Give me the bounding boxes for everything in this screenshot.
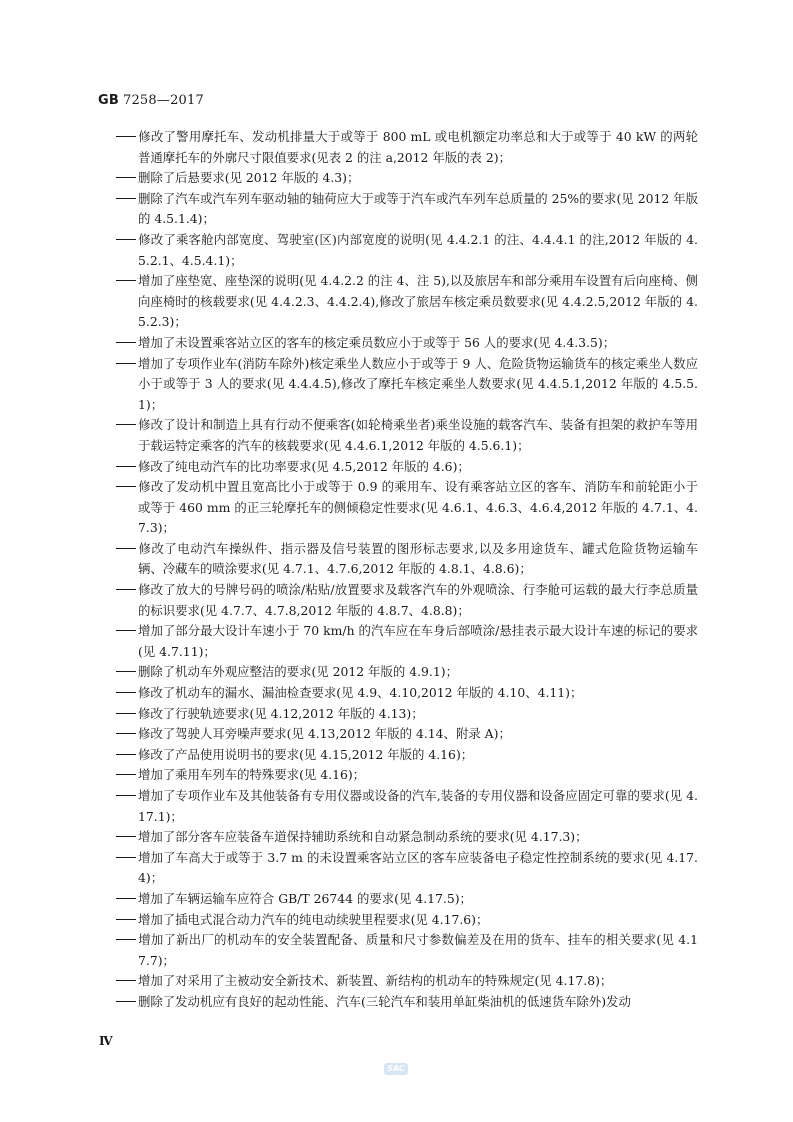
list-item: 增加了车高大于或等于 3.7 m 的未设置乘客站立区的客车应装备电子稳定性控制系统的要求(见 4.17.4)；	[116, 848, 698, 889]
em-dash-mark	[116, 992, 138, 1013]
list-item: 增加了对采用了主被动安全新技术、新装置、新结构的机动车的特殊规定(见 4.17.8)；	[116, 971, 698, 992]
page-number: Ⅳ	[99, 1034, 113, 1048]
list-item: 修改了警用摩托车、发动机排量大于或等于 800 mL 或电机额定功率总和大于或等于 40 kW 的两轮普通摩托车的外廓尺寸限值要求(见表 2 的注 a,2012 年版的表 2)；	[116, 127, 698, 168]
list-item: 删除了机动车外观应整洁的要求(见 2012 年版的 4.9.1)；	[116, 662, 698, 683]
list-item: 增加了部分客车应装备车道保持辅助系统和自动紧急制动系统的要求(见 4.17.3)；	[116, 827, 698, 848]
list-item: 修改了机动车的漏水、漏油检查要求(见 4.9、4.10,2012 年版的 4.10、4.11)；	[116, 683, 698, 704]
list-item: 增加了车辆运输车应符合 GB/T 26744 的要求(见 4.17.5)；	[116, 889, 698, 910]
em-dash-mark	[116, 271, 138, 292]
list-item: 修改了产品使用说明书的要求(见 4.15,2012 年版的 4.16)；	[116, 745, 698, 766]
list-item: 修改了电动汽车操纵件、指示器及信号装置的图形标志要求,以及多用途货车、罐式危险货物运输车辆、冷藏车的喷涂要求(见 4.7.1、4.7.6,2012 年版的 4.8.1、4.8.6)；	[116, 539, 698, 580]
list-item: 修改了发动机中置且宽高比小于或等于 0.9 的乘用车、设有乘客站立区的客车、消防车和前轮距小于或等于 460 mm 的正三轮摩托车的侧倾稳定性要求(见 4.6.1、4.6.3、4.6.4,2012 年版的 4.7.1、4.7.3)；	[116, 477, 698, 539]
em-dash-mark	[116, 930, 138, 951]
list-item: 修改了纯电动汽车的比功率要求(见 4.5,2012 年版的 4.6)；	[116, 457, 698, 478]
list-item: 删除了发动机应有良好的起动性能、汽车(三轮汽车和装用单缸柴油机的低速货车除外)发动	[116, 992, 698, 1013]
list-item: 修改了设计和制造上具有行动不便乘客(如轮椅乘坐者)乘坐设施的载客汽车、装备有担架的救护车等用于载运特定乘客的汽车的核载要求(见 4.4.6.1,2012 年版的 4.5.6.1)；	[116, 415, 698, 456]
em-dash-mark	[116, 724, 138, 745]
em-dash-mark	[116, 662, 138, 683]
em-dash-mark	[116, 333, 138, 354]
list-item: 增加了插电式混合动力汽车的纯电动续驶里程要求(见 4.17.6)；	[116, 910, 698, 931]
em-dash-mark	[116, 765, 138, 786]
em-dash-mark	[116, 168, 138, 189]
em-dash-mark	[116, 910, 138, 931]
standard-prefix: GB	[98, 93, 119, 108]
em-dash-mark	[116, 539, 138, 560]
list-item: 增加了部分最大设计车速小于 70 km/h 的汽车应在车身后部喷涂/悬挂表示最大设计车速的标记的要求(见 4.7.11)；	[116, 621, 698, 662]
em-dash-mark	[116, 354, 138, 375]
em-dash-mark	[116, 189, 138, 210]
standard-code: 7258—2017	[122, 93, 204, 108]
list-item: 增加了专项作业车及其他装备有专用仪器或设备的汽车,装备的专用仪器和设备应固定可靠的要求(见 4.17.1)；	[116, 786, 698, 827]
list-item: 增加了未设置乘客站立区的客车的核定乘员数应小于或等于 56 人的要求(见 4.4.3.5)；	[116, 333, 698, 354]
em-dash-mark	[116, 971, 138, 992]
change-list	[116, 127, 698, 1013]
list-item: 修改了驾驶人耳旁噪声要求(见 4.13,2012 年版的 4.14、附录 A)；	[116, 724, 698, 745]
sac-logo: SAC	[384, 1063, 408, 1075]
em-dash-mark	[116, 745, 138, 766]
list-item: 修改了乘客舱内部宽度、驾驶室(区)内部宽度的说明(见 4.4.2.1 的注、4.4.4.1 的注,2012 年版的 4.5.2.1、4.5.4.1)；	[116, 230, 698, 271]
list-item: 增加了新出厂的机动车的安全装置配备、质量和尺寸参数偏差及在用的货车、挂车的相关要求(见 4.17.7)；	[116, 930, 698, 971]
em-dash-mark	[116, 621, 138, 642]
em-dash-mark	[116, 786, 138, 807]
em-dash-mark	[116, 827, 138, 848]
em-dash-mark	[116, 415, 138, 436]
list-item: 删除了后悬要求(见 2012 年版的 4.3)；	[116, 168, 698, 189]
em-dash-mark	[116, 230, 138, 251]
list-item: 增加了座垫宽、座垫深的说明(见 4.4.2.2 的注 4、注 5),以及旅居车和部分乘用车设置有后向座椅、侧向座椅时的核载要求(见 4.4.2.3、4.4.2.4),修改了旅居车核定乘员数要求(见 4.4.2.5,2012 年版的 4.5.2.3)；	[116, 271, 698, 333]
list-item: 修改了放大的号牌号码的喷涂/粘贴/放置要求及载客汽车的外观喷涂、行李舱可运载的最大行李总质量的标识要求(见 4.7.7、4.7.8,2012 年版的 4.8.7、4.8.8)；	[116, 580, 698, 621]
em-dash-mark	[116, 477, 138, 498]
list-item: 删除了汽车或汽车列车驱动轴的轴荷应大于或等于汽车或汽车列车总质量的 25%的要求(见 2012 年版的 4.5.1.4)；	[116, 189, 698, 230]
list-item: 修改了行驶轨迹要求(见 4.12,2012 年版的 4.13)；	[116, 704, 698, 725]
em-dash-mark	[116, 127, 138, 148]
em-dash-mark	[116, 457, 138, 478]
list-item: 增加了乘用车列车的特殊要求(见 4.16)；	[116, 765, 698, 786]
em-dash-mark	[116, 889, 138, 910]
em-dash-mark	[116, 683, 138, 704]
document-header	[98, 93, 204, 108]
em-dash-mark	[116, 848, 138, 869]
em-dash-mark	[116, 580, 138, 601]
em-dash-mark	[116, 704, 138, 725]
list-item: 增加了专项作业车(消防车除外)核定乘坐人数应小于或等于 9 人、危险货物运输货车的核定乘坐人数应小于或等于 3 人的要求(见 4.4.4.5),修改了摩托车核定乘坐人数要求(见 4.4.5.1,2012 年版的 4.5.5.1)；	[116, 354, 698, 416]
